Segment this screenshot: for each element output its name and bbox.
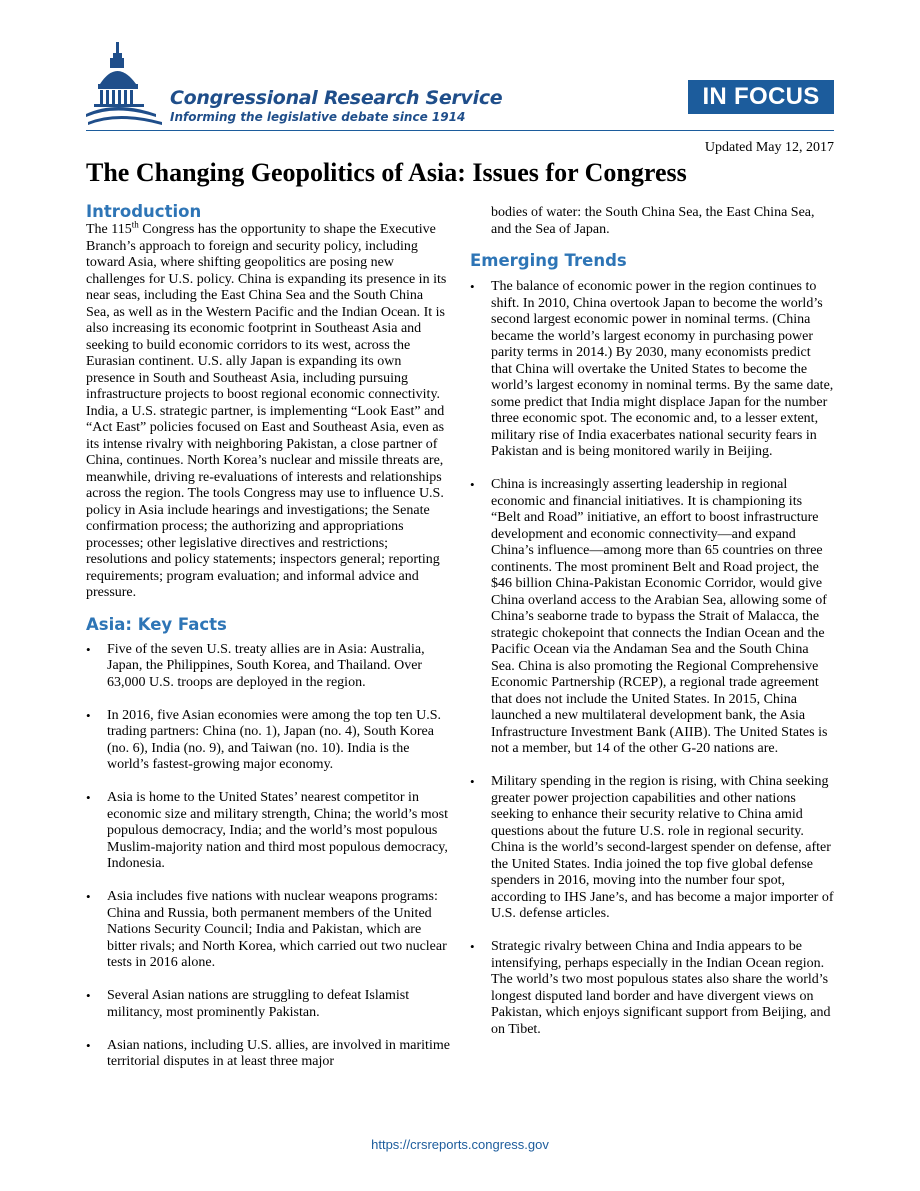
introduction-text: The 115th Congress has the opportunity to shape the Executive Branch’s approach to foreign and security policy, including toward Asia, where shifting geopolitics are posing new challenges for U.S. policy. China is expanding its presence in its near seas, including the East China Sea and the South China Sea, as well as in the Western Pacific and the Indian Ocean. It is also increasing its economic footprint in Southeast Asia and seeking to build economic corridors to its west, across the Eurasian continent. U.S. ally Japan is expanding its own presence in South and Southeast Asia, including pursuing infrastructure projects to boost regional economic connectivity. India, a U.S. strategic partner, is implementing “Look East” and “Act East” policies focused on East and Southeast Asia, even as its intense rivalry with neighboring Pakistan, a close partner of China, continues. North Korea’s nuclear and missile threats are, meanwhile, driving re-evaluations of interests and relationships across the region. The tools Congress may use to influence U.S. policy in Asia include hearings and investigations; the Senate confirmation process; the authorizing and appropriations processes; other legislative directives and restrictions; resolutions and policy statements; inspectors general; reporting requirements; program evaluation; and informal advice and pressure. [86,219,447,600]
list-item [470,774,834,923]
key-facts-heading: Asia: Key Facts [86,614,227,634]
list-item [86,1038,450,1071]
list-item [86,708,450,774]
list-item-text: In 2016, five Asian economies were among the top ten U.S. trading partners: China (no. 1), Japan (no. 4), South Korea (no. 6), India (no. 9), and Taiwan (no. 10). India is the world’s fastest-growing major economy. [107,707,441,772]
list-item [86,790,450,873]
right-column [470,205,834,1038]
footer-url[interactable]: https://crsreports.congress.gov [371,1137,549,1152]
list-item [86,642,450,692]
list-item-text: Five of the seven U.S. treaty allies are in Asia: Australia, Japan, the Philippines, South Korea, and Thailand. Over 63,000 U.S. troops are deployed in the region. [107,641,425,690]
emerging-trends-list [470,279,834,1038]
list-item [86,889,450,972]
list-item [470,939,834,1038]
congress-number: 115 [111,222,132,237]
in-focus-badge: IN FOCUS [688,80,834,114]
list-item-text: Asia is home to the United States’ nearest competitor in economic size and military strength, China; the world’s most populous democracy, India; and the world’s most populous Muslim-majority nation and third most populous democracy, Indonesia. [107,790,448,871]
org-name: Congressional Research Service [170,87,503,109]
list-item-text: China is increasingly asserting leadership in regional economic and financial initiatives. It is championing its “Belt and Road” initiative, an effort to boost infrastructure development and economic connectivity—and expand China’s influence—among more than 65 countries on three continents. The most prominent Belt and Road project, the $46 billion China-Pakistan Economic Corridor, would give China overland access to the Arabian Sea, allowing some of China’s seaborne trade to bypass the Strait of Malacca, the strategic chokepoint that connects the Indian Ocean and the Pacific Ocean via the Andaman Sea and the South China Sea. China is also promoting the Regional Comprehensive Economic Partnership (RCEP), a regional trade agreement that does not include the United States. In 2015, China launched a new multilateral development bank, the Asia Infrastructure Investment Bank (AIIB). The United States is not a member, but 14 of the other G-20 nations are. [491,477,828,756]
emerging-trends-heading: Emerging Trends [470,251,627,270]
list-item-text: Military spending in the region is rising, with China seeking greater power projection capabilities and other nations seeking to enhance their security relative to China amid questions about the future U.S. role in regional security. China is the world’s second-largest spender on defense, after the United States. India joined the top five global defense spenders in 2016, moving into the number four spot, according to IHS Jane’s, and has become a major importer of U.S. defense articles. [491,774,834,921]
list-item-text: Strategic rivalry between China and India appears to be intensifying, perhaps especially in the Indian Ocean region. The world’s two most populous states also share the world’s longest disputed land border and have divergent views on Pakistan, which enjoys significant support from Beijing, and on Tibet. [491,939,831,1037]
introduction-heading: Introduction [86,202,202,221]
list-item-text: Asian nations, including U.S. allies, are involved in maritime territorial disputes in at least three major [107,1037,450,1069]
bullet-dot-icon: • [86,790,91,805]
key-facts-list [86,642,450,1071]
list-item [86,988,450,1021]
congress-ordinal: th [131,219,139,230]
introduction-body: Congress has the opportunity to shape the Executive Branch’s approach to foreign and security policy, including toward Asia, where shifting geopolitics are posing new challenges for U.S. policy. China is expanding its presence in its near seas, including the East China Sea and the South China Sea, as well as in the Western Pacific and the Indian Ocean. It is also increasing its economic footprint in Southeast Asia and seeking to build economic corridors to its west, across the Eurasian continent. U.S. ally Japan is expanding its own presence in South and Southeast Asia, including pursuing infrastructure projects to boost regional economic connectivity. India, a U.S. strategic partner, is implementing “Look East” and “Act East” policies focused on East and Southeast Asia, even as its intense rivalry with neighboring Pakistan, a close partner of China, continues. North Korea’s nuclear and missile threats are, meanwhile, driving re-evaluations of interests and relationships across the region. The tools Congress may use to influence U.S. policy in Asia include hearings and investigations; the Senate confirmation process; the authorizing and appropriations processes; other legislative directives and restrictions; resolutions and policy statements; inspectors general; reporting requirements; program evaluation; and informal advice and pressure. [86,222,447,600]
bullet-dot-icon: • [470,774,475,789]
list-item-text: The balance of economic power in the region continues to shift. In 2010, China overtook Japan to become the world’s second largest economic power in nominal terms. (China became the world’s largest economy in purchasing power parity terms in 2014.) By 2030, many economists predict that China will overtake the United States to become the world’s largest economy in nominal terms. By the same date, some predict that India might displace Japan for the number three economic spot. The economic and, to a lesser extent, military rise of India exacerbates national security fears in Pakistan and is being monitored warily in Beijing. [491,279,834,459]
org-tagline: Informing the legislative debate since 1914 [170,110,466,124]
bullet-dot-icon: • [470,939,475,954]
bullet-dot-icon: • [86,641,91,657]
bullet-dot-icon: • [470,279,475,294]
crs-brand [170,87,502,125]
left-column [86,202,450,1071]
list-item-text: Asia includes five nations with nuclear weapons programs: China and Russia, both permanent members of the United Nations Security Council; India and Pakistan, which are bitter rivals; and North Korea, which carried out two nuclear tests in 2016 alone. [107,889,447,970]
list-item-text: Several Asian nations are struggling to defeat Islamist militancy, most prominently Pakistan. [107,988,410,1020]
bullet-dot-icon: • [86,889,91,904]
list-item [470,477,834,758]
header-divider [86,130,834,131]
bullet-dot-icon: • [470,477,475,492]
crs-logo [86,40,166,130]
list-item [470,279,834,461]
bullet-dot-icon: • [86,988,91,1003]
page-title: The Changing Geopolitics of Asia: Issues for Congress [86,158,687,187]
bullet-dot-icon: • [86,1037,91,1053]
bullet-dot-icon: • [86,707,91,723]
key-facts-continuation: bodies of water: the South China Sea, the East China Sea, and the Sea of Japan. [491,205,815,237]
updated-date: Updated May 12, 2017 [704,140,834,155]
capitol-dome-icon [86,40,166,130]
